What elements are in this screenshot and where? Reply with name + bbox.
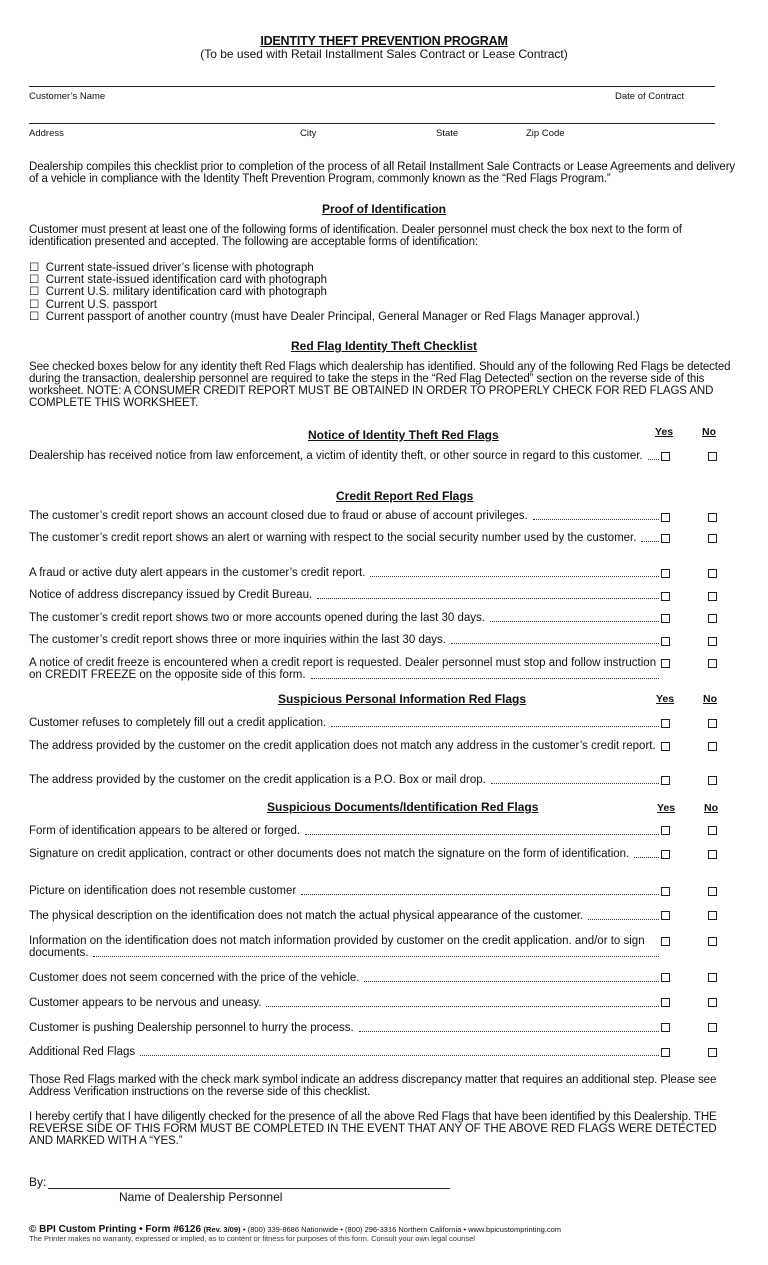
yes-checkbox[interactable] — [661, 887, 670, 896]
dotted-leader — [364, 981, 659, 982]
red-flag-item: The address provided by the customer on the credit application does not match any address in the customer’s credit report. — [29, 740, 656, 752]
no-checkbox[interactable] — [708, 973, 717, 982]
dotted-leader — [305, 834, 659, 835]
dotted-leader — [359, 1031, 659, 1032]
yes-column-header: Yes — [656, 693, 675, 705]
dotted-leader — [588, 919, 659, 920]
id-form-item[interactable]: ☐ Current passport of another country (must have Dealer Principal, General Manager or Red Flags Manager approval.) — [29, 310, 640, 323]
red-flag-item: The address provided by the customer on the credit application is a P.O. Box or mail drop. — [29, 775, 659, 787]
yes-checkbox[interactable] — [661, 998, 670, 1007]
red-flag-item: Customer is pushing Dealership personnel to hurry the process. — [29, 1023, 659, 1035]
no-checkbox[interactable] — [708, 937, 717, 946]
red-flag-item: The customer’s credit report shows an account closed due to fraud or abuse of account privileges. — [29, 511, 659, 523]
checkbox[interactable]: ☐ — [29, 286, 40, 299]
date-of-contract-label: Date of Contract — [615, 91, 685, 102]
signature-name-label: Name of Dealership Personnel — [119, 1190, 283, 1204]
no-checkbox[interactable] — [708, 911, 717, 920]
dotted-leader — [491, 783, 659, 784]
footer-brand: © BPI Custom Printing • Form #6126 (Rev. 3/09) • (800) 339-8686 Nationwide • (800) 296-3316 Northern California • www.bpicustomprinting.com — [29, 1224, 562, 1235]
checkbox[interactable]: ☐ — [29, 298, 40, 311]
dotted-leader — [370, 576, 659, 577]
red-flag-item: A fraud or active duty alert appears in the customer’s credit report. — [29, 568, 659, 580]
no-checkbox[interactable] — [708, 592, 717, 601]
address-line[interactable] — [29, 123, 715, 124]
no-checkbox[interactable] — [708, 719, 717, 728]
yes-checkbox[interactable] — [661, 534, 670, 543]
id-forms-list — [29, 262, 640, 323]
id-form-item[interactable]: ☐ Current U.S. passport — [29, 298, 157, 311]
checkbox[interactable]: ☐ — [29, 262, 40, 274]
red-flag-item: Form of identification appears to be altered or forged. — [29, 826, 659, 838]
customer-name-label: Customer’s Name — [29, 91, 106, 102]
no-checkbox[interactable] — [708, 513, 717, 522]
dotted-leader — [490, 621, 659, 622]
no-checkbox[interactable] — [708, 1048, 717, 1057]
red-flag-item: Signature on credit application, contract or other documents does not match the signature on the form of identification. — [29, 849, 659, 861]
checkbox[interactable]: ☐ — [29, 310, 40, 323]
yes-checkbox[interactable] — [661, 1023, 670, 1032]
red-flag-item: Customer appears to be nervous and uneasy. — [29, 998, 659, 1010]
customer-name-line[interactable] — [29, 86, 715, 87]
yes-checkbox[interactable] — [661, 937, 670, 946]
dotted-leader — [317, 598, 659, 599]
dotted-leader — [301, 894, 659, 895]
no-checkbox[interactable] — [708, 998, 717, 1007]
yes-checkbox[interactable] — [661, 850, 670, 859]
yes-column-header: Yes — [655, 426, 674, 438]
yes-checkbox[interactable] — [661, 973, 670, 982]
no-checkbox[interactable] — [708, 776, 717, 785]
yes-checkbox[interactable] — [661, 826, 670, 835]
checklist-paragraph: See checked boxes below for any identity theft Red Flags which dealership has identified. Should any of the following Red Flags be detected during the transaction, dealership personnel are required to take the steps in the “Red Flag Detected” section on the reverse side of this worksheet. NOTE: A CONSUMER CREDIT REPORT MUST BE OBTAINED IN ORDER TO PROPERLY CHECK FOR RED FLAGS AND COMPLETE THIS WORKSHEET. — [29, 361, 731, 409]
intro-paragraph: Dealership compiles this checklist prior to completion of the process of all Retail Installment Sale Contracts or Lease Agreements and delivery of a vehicle in compliance with the Identity Theft Prevention Program, commonly known as the “Red Flags Program.” — [29, 161, 736, 185]
id-form-item[interactable]: ☐ Current state-issued driver’s license with photograph — [29, 262, 314, 274]
zip-code-label: Zip Code — [526, 128, 565, 139]
red-flag-item: Additional Red Flags — [29, 1047, 659, 1059]
checkbox[interactable]: ☐ — [29, 274, 40, 287]
certification-paragraph: I hereby certify that I have diligently checked for the presence of all the above Red Flags that have been identified by this Dealership. THE REVERSE SIDE OF THIS FORM MUST BE COMPLETED IN THE EVENT THAT ANY OF THE ABOVE RED FLAGS WERE DETECTED AND MARKED WITH A “YES.” — [29, 1111, 717, 1147]
dotted-leader — [533, 519, 659, 520]
yes-checkbox[interactable] — [661, 452, 670, 461]
yes-checkbox[interactable] — [661, 569, 670, 578]
red-flag-item: The physical description on the identification does not match the actual physical appearance of the customer. — [29, 911, 659, 923]
dotted-leader — [140, 1055, 659, 1056]
yes-checkbox[interactable] — [661, 513, 670, 522]
dotted-leader — [331, 726, 659, 727]
yes-checkbox[interactable] — [661, 719, 670, 728]
no-checkbox[interactable] — [708, 614, 717, 623]
red-flag-item: A notice of credit freeze is encountered when a credit report is requested. Dealer personnel must stop and follow instruction on CREDIT FREEZE on the opposite side of this form. — [29, 658, 659, 681]
proof-paragraph: Customer must present at least one of the following forms of identification. Dealer personnel must check the box next to the form of identification presented and accepted. The following are acceptable forms of identification: — [29, 224, 682, 248]
yes-checkbox[interactable] — [661, 742, 670, 751]
yes-checkbox[interactable] — [661, 1048, 670, 1057]
dotted-leader — [93, 956, 659, 957]
by-label: By: — [29, 1175, 47, 1189]
dotted-leader — [634, 857, 659, 858]
no-checkbox[interactable] — [708, 452, 717, 461]
yes-checkbox[interactable] — [661, 659, 670, 668]
dotted-leader — [451, 643, 659, 644]
closing-paragraph: Those Red Flags marked with the check mark symbol indicate an address discrepancy matter that requires an additional step. Please see Address Verification instructions on the reverse side of this checklist. — [29, 1074, 717, 1098]
no-checkbox[interactable] — [708, 742, 717, 751]
red-flag-item: Customer does not seem concerned with the price of the vehicle. — [29, 973, 659, 985]
city-label: City — [300, 128, 317, 139]
notice-heading: Notice of Identity Theft Red Flags — [308, 428, 499, 442]
red-flag-item: Notice of address discrepancy issued by Credit Bureau. — [29, 590, 659, 602]
proof-heading: Proof of Identification — [322, 202, 446, 216]
no-checkbox[interactable] — [708, 569, 717, 578]
state-label: State — [436, 128, 459, 139]
dotted-leader — [641, 541, 659, 542]
red-flag-item: Picture on identification does not resemble customer — [29, 886, 659, 898]
red-flag-item: Customer refuses to completely fill out a credit application. — [29, 718, 659, 730]
page-subtitle: (To be used with Retail Installment Sales Contract or Lease Contract) — [200, 47, 568, 61]
dotted-leader — [648, 459, 659, 460]
no-column-header: No — [702, 426, 716, 438]
no-column-header: No — [704, 802, 718, 814]
personal-heading: Suspicious Personal Information Red Flags — [278, 692, 527, 706]
credit-heading: Credit Report Red Flags — [336, 489, 474, 503]
no-checkbox[interactable] — [708, 659, 717, 668]
red-flag-item: Information on the identification does not match information provided by customer on the credit application. and/or to sign documents. — [29, 936, 659, 959]
no-checkbox[interactable] — [708, 887, 717, 896]
dotted-leader — [311, 678, 659, 679]
no-checkbox[interactable] — [708, 534, 717, 543]
address-label: Address — [29, 128, 64, 139]
page-title: IDENTITY THEFT PREVENTION PROGRAM — [260, 34, 508, 48]
red-flag-item: The customer’s credit report shows two or more accounts opened during the last 30 days. — [29, 613, 659, 625]
id-form-item[interactable]: ☐ Current U.S. military identification card with photograph — [29, 286, 327, 299]
no-checkbox[interactable] — [708, 637, 717, 646]
no-column-header: No — [703, 693, 717, 705]
red-flag-item: The customer’s credit report shows an alert or warning with respect to the social security number used by the customer. — [29, 533, 659, 545]
no-checkbox[interactable] — [708, 826, 717, 835]
documents-heading: Suspicious Documents/Identification Red Flags — [267, 800, 539, 814]
yes-checkbox[interactable] — [661, 592, 670, 601]
id-form-item[interactable]: ☐ Current state-issued identification card with photograph — [29, 274, 327, 287]
red-flag-item: Dealership has received notice from law enforcement, a victim of identity theft, or other source in regard to this customer. — [29, 451, 659, 463]
dotted-leader — [266, 1006, 659, 1007]
yes-checkbox[interactable] — [661, 911, 670, 920]
yes-checkbox[interactable] — [661, 614, 670, 623]
yes-checkbox[interactable] — [661, 637, 670, 646]
yes-checkbox[interactable] — [661, 776, 670, 785]
yes-column-header: Yes — [657, 802, 676, 814]
no-checkbox[interactable] — [708, 850, 717, 859]
checklist-heading: Red Flag Identity Theft Checklist — [290, 339, 478, 353]
red-flag-item: The customer’s credit report shows three or more inquiries within the last 30 days. — [29, 635, 659, 647]
footer-disclaimer: The Printer makes no warranty, expressed or implied, as to content or fitness for purposes of this form. Consult your own legal counsel — [29, 1234, 475, 1243]
signature-line[interactable] — [48, 1188, 450, 1189]
no-checkbox[interactable] — [708, 1023, 717, 1032]
